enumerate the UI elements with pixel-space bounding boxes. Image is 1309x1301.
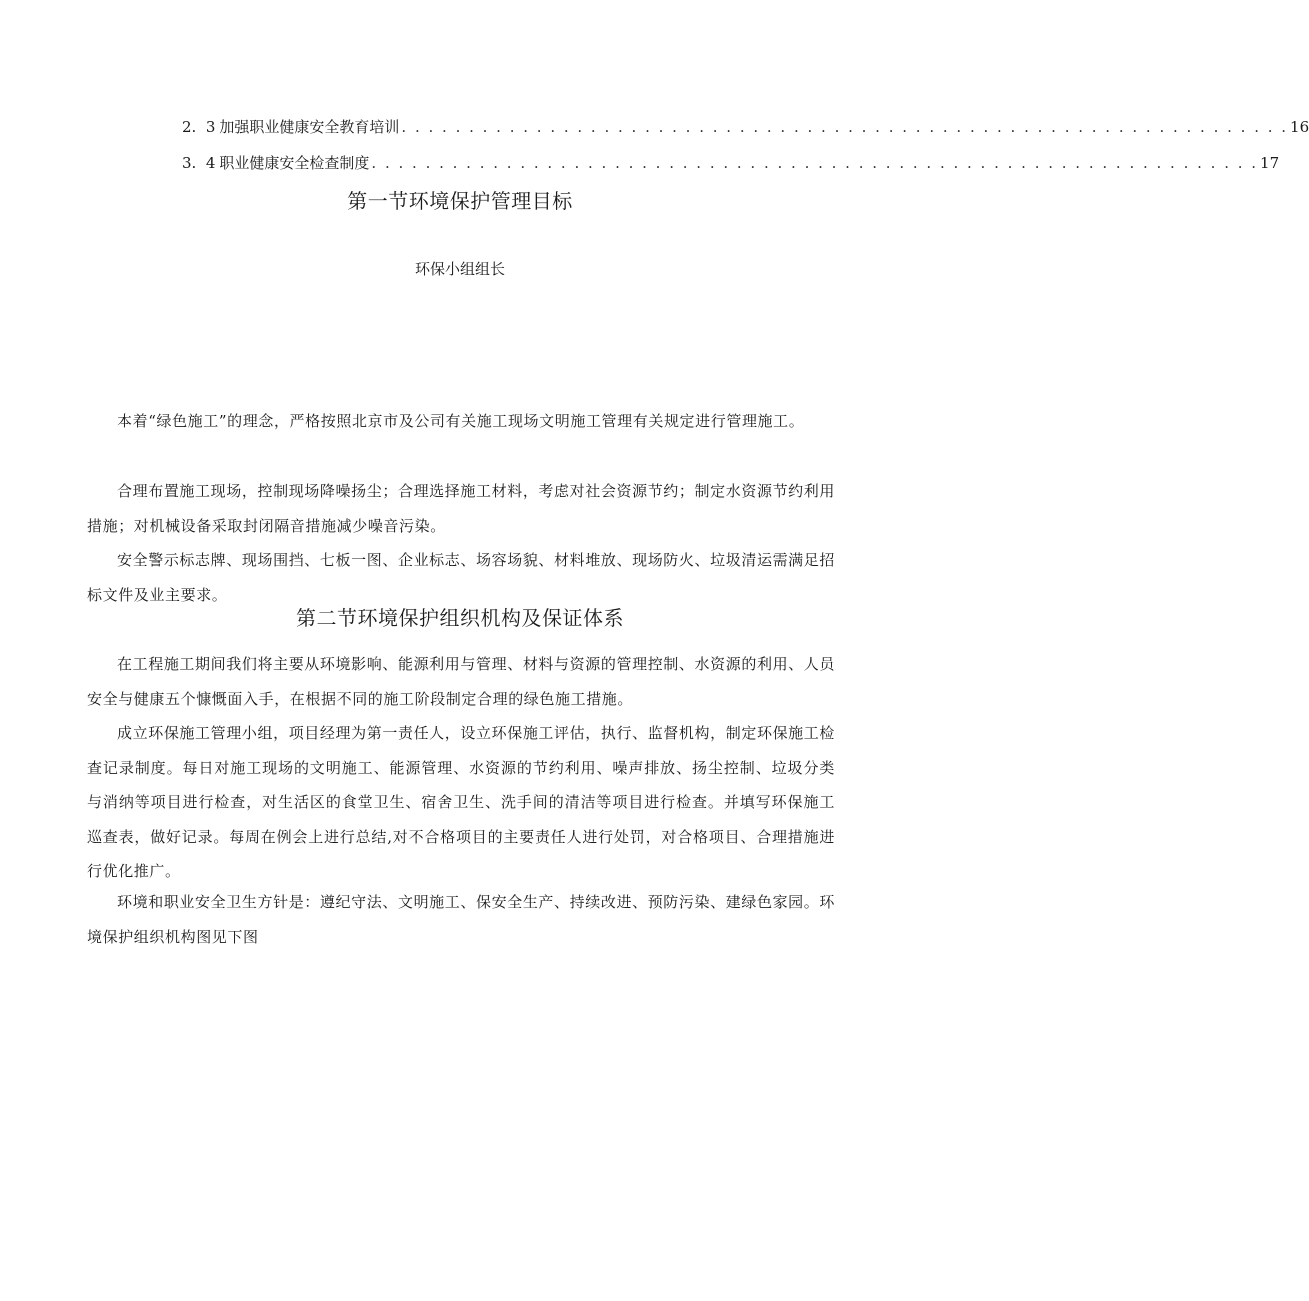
toc-entry[interactable] (182, 152, 1280, 174)
toc-entry-number: 2. 3 (182, 118, 216, 136)
paragraph: 本着“绿色施工”的理念，严格按照北京市及公司有关施工现场文明施工管理有关规定进行管理施工。 (117, 412, 805, 430)
toc-entry-title: 加强职业健康安全教育培训 (219, 118, 400, 136)
paragraph: 安全警示标志牌、现场围挡、七板一图、企业标志、场容场貌、材料堆放、现场防火、垃圾清运需满足招标文件及业主要求。 (87, 551, 835, 604)
paragraph: 在工程施工期间我们将主要从环境影响、能源利用与管理、材料与资源的管理控制、水资源的利用、人员安全与健康五个慷慨面入手，在根据不同的施工阶段制定合理的绿色施工措施。 (87, 655, 835, 708)
paragraph: 合理布置施工现场，控制现场降噪扬尘；合理选择施工材料，考虑对社会资源节约；制定水资源节约利用措施；对机械设备采取封闭隔音措施减少噪音污染。 (87, 482, 835, 535)
paragraph: 环境和职业安全卫生方针是：遵纪守法、文明施工、保安全生产、持续改进、预防污染、建绿色家园。环境保护组织机构图见下图 (87, 893, 835, 946)
toc-entry-page: 17 (1260, 154, 1280, 172)
toc-dot-leader: . . . . . . . . . . . . . . . . . . . . . . . . . . . . . . . . . . . . . . . . . . . . . . . . . . . . . . . . . . . . . . . . . . (371, 154, 1259, 172)
section-heading: 第一节环境保护管理目标 (347, 189, 573, 213)
paragraph: 成立环保施工管理小组，项目经理为第一责任人，设立环保施工评估，执行、监督机构，制定环保施工检查记录制度。每日对施工现场的文明施工、能源管理、水资源的节约利用、噪声排放、扬尘控制、垃圾分类与消纳等项目进行检查，对生活区的食堂卫生、宿舍卫生、洗手间的清洁等项目进行检查。并填写环保施工巡查表，做好记录。每周在例会上进行总结,对不合格项目的主要责任人进行处罚，对合格项目、合理措施进行优化推广。 (87, 724, 835, 880)
toc-dot-leader: . . . . . . . . . . . . . . . . . . . . . . . . . . . . . . . . . . . . . . . . . . . . . . . . . . . . . . . . . . . . . . . . . . (401, 118, 1289, 136)
toc-entry-number: 3. 4 (182, 154, 216, 172)
toc-entry[interactable] (182, 116, 1309, 138)
toc-entry-page: 16 (1290, 118, 1309, 136)
toc-entry-title: 职业健康安全检查制度 (219, 154, 370, 172)
section-heading: 第二节环境保护组织机构及保证体系 (296, 606, 624, 630)
org-chart-label: 环保小组组长 (414, 260, 505, 278)
